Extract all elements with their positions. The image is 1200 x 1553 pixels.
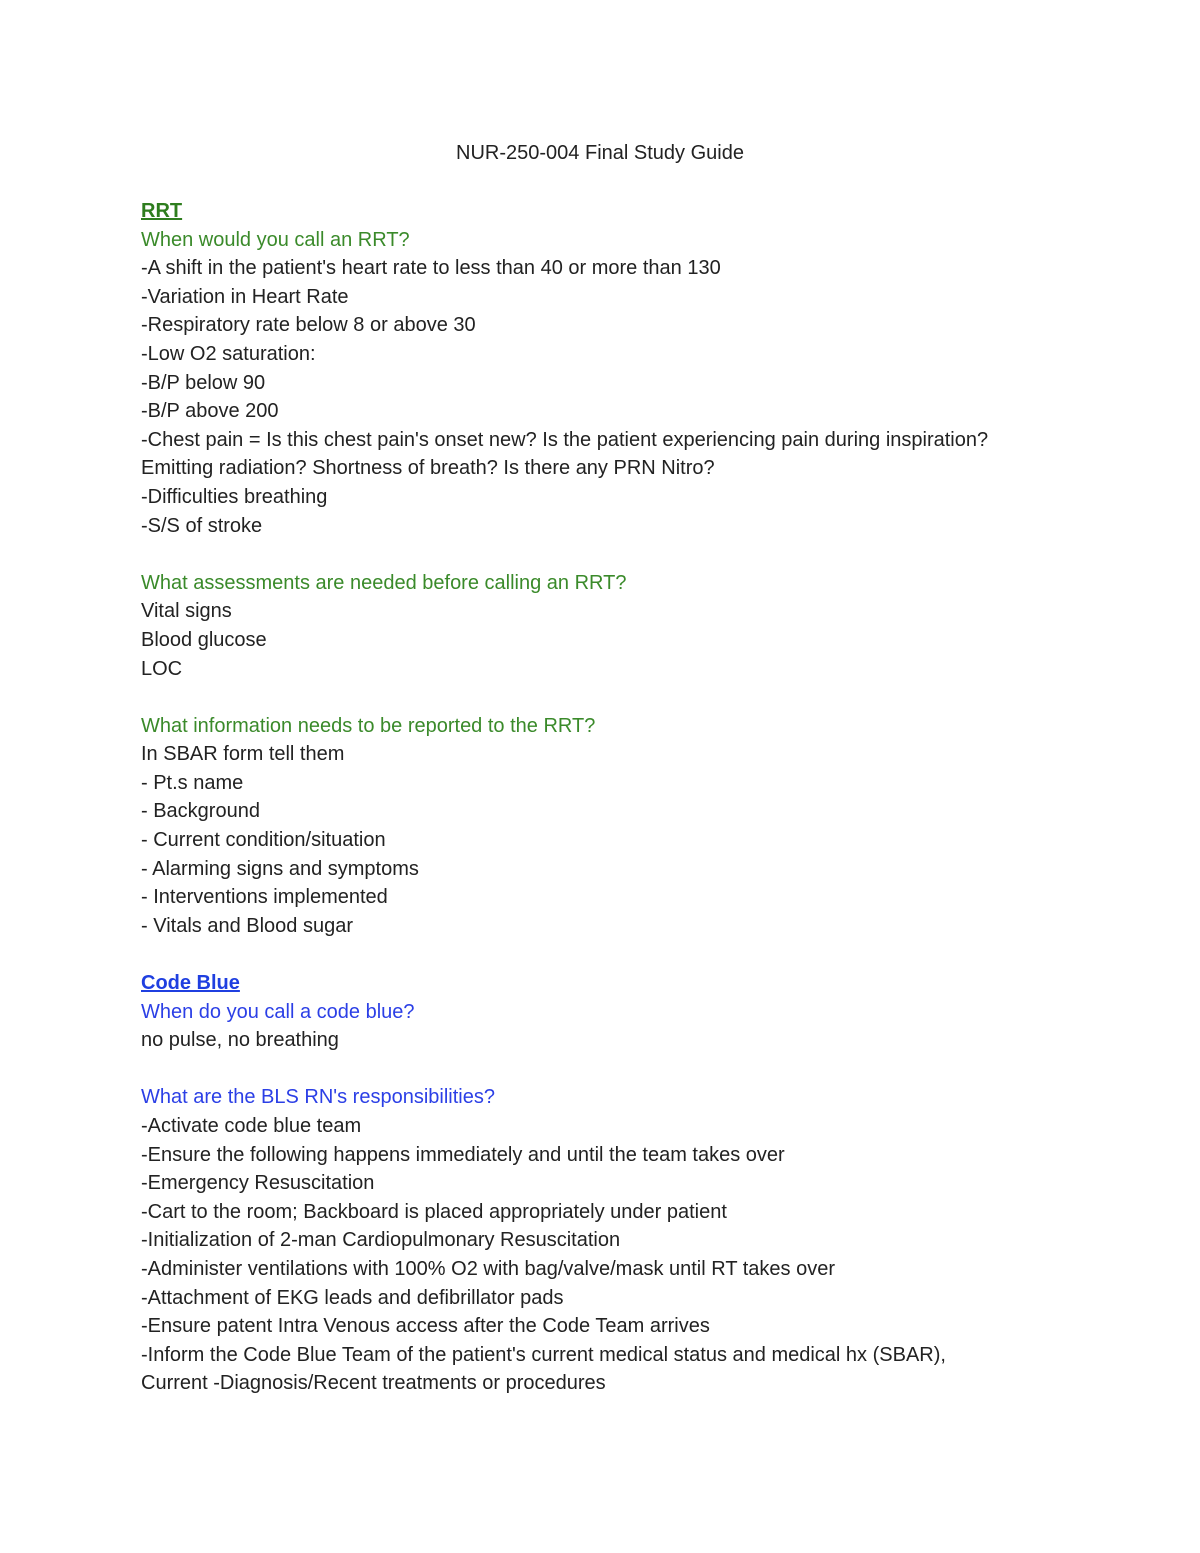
list-item: -Activate code blue team <box>141 1115 362 1137</box>
spacer <box>141 540 1081 569</box>
rrt-question-when: When would you call an RRT? <box>141 228 410 251</box>
list-item: no pulse, no breathing <box>141 1029 339 1052</box>
list-item: - Current condition/situation <box>141 829 386 852</box>
rrt-question-information: What information needs to be reported to the RRT? <box>141 714 596 737</box>
list-item: Emitting radiation? Shortness of breath? Is there any PRN Nitro? <box>141 457 715 480</box>
list-item: -Emergency Resuscitation <box>141 1172 375 1195</box>
code-blue-heading: Code Blue <box>141 972 240 995</box>
list-item: LOC <box>141 657 183 680</box>
list-item: -B/P above 200 <box>141 400 279 423</box>
list-item: -Respiratory rate below 8 or above 30 <box>141 314 476 337</box>
list-item: - Background <box>141 800 260 823</box>
list-item: -Ensure the following happens immediately and until the team takes over <box>141 1143 785 1166</box>
list-item: -Administer ventilations with 100% O2 with bag/valve/mask until RT takes over <box>141 1257 836 1280</box>
list-item: - Vitals and Blood sugar <box>141 914 353 937</box>
list-item: -Variation in Heart Rate <box>141 285 349 308</box>
list-item: - Pt.s name <box>141 771 244 794</box>
spacer <box>141 1055 1081 1084</box>
document-title: NUR-250-004 Final Study Guide <box>456 142 744 164</box>
list-item: -Inform the Code Blue Team of the patient's current medical status and medical hx (SBAR), <box>141 1343 946 1366</box>
code-blue-question-when: When do you call a code blue? <box>141 1000 415 1023</box>
spacer <box>141 167 1081 197</box>
list-item: - Alarming signs and symptoms <box>141 857 419 880</box>
list-item: -S/S of stroke <box>141 514 263 537</box>
list-item: -Chest pain = Is this chest pain's onset new? Is the patient experiencing pain during inspiration? <box>141 428 989 451</box>
list-item: -Low O2 saturation: <box>141 342 316 365</box>
document-page <box>141 139 1081 1398</box>
list-item: -Difficulties breathing <box>141 485 328 508</box>
rrt-section <box>141 197 1081 940</box>
spacer <box>141 940 1081 969</box>
spacer <box>141 683 1081 712</box>
list-item: In SBAR form tell them <box>141 743 345 766</box>
list-item: -Initialization of 2-man Cardiopulmonary Resuscitation <box>141 1229 621 1252</box>
list-item: -Attachment of EKG leads and defibrillator pads <box>141 1286 564 1309</box>
list-item: -Cart to the room; Backboard is placed appropriately under patient <box>141 1200 727 1223</box>
list-item: -Ensure patent Intra Venous access after the Code Team arrives <box>141 1315 710 1338</box>
list-item: Vital signs <box>141 600 232 623</box>
code-blue-question-responsibilities: What are the BLS RN's responsibilities? <box>141 1086 495 1109</box>
list-item: Current -Diagnosis/Recent treatments or procedures <box>141 1372 606 1395</box>
list-item: - Interventions implemented <box>141 886 388 909</box>
list-item: -A shift in the patient's heart rate to less than 40 or more than 130 <box>141 257 721 280</box>
rrt-question-assessments: What assessments are needed before calling an RRT? <box>141 571 627 594</box>
code-blue-section <box>141 969 1081 1398</box>
rrt-heading: RRT <box>141 200 183 222</box>
list-item: -B/P below 90 <box>141 371 266 394</box>
list-item: Blood glucose <box>141 628 267 651</box>
